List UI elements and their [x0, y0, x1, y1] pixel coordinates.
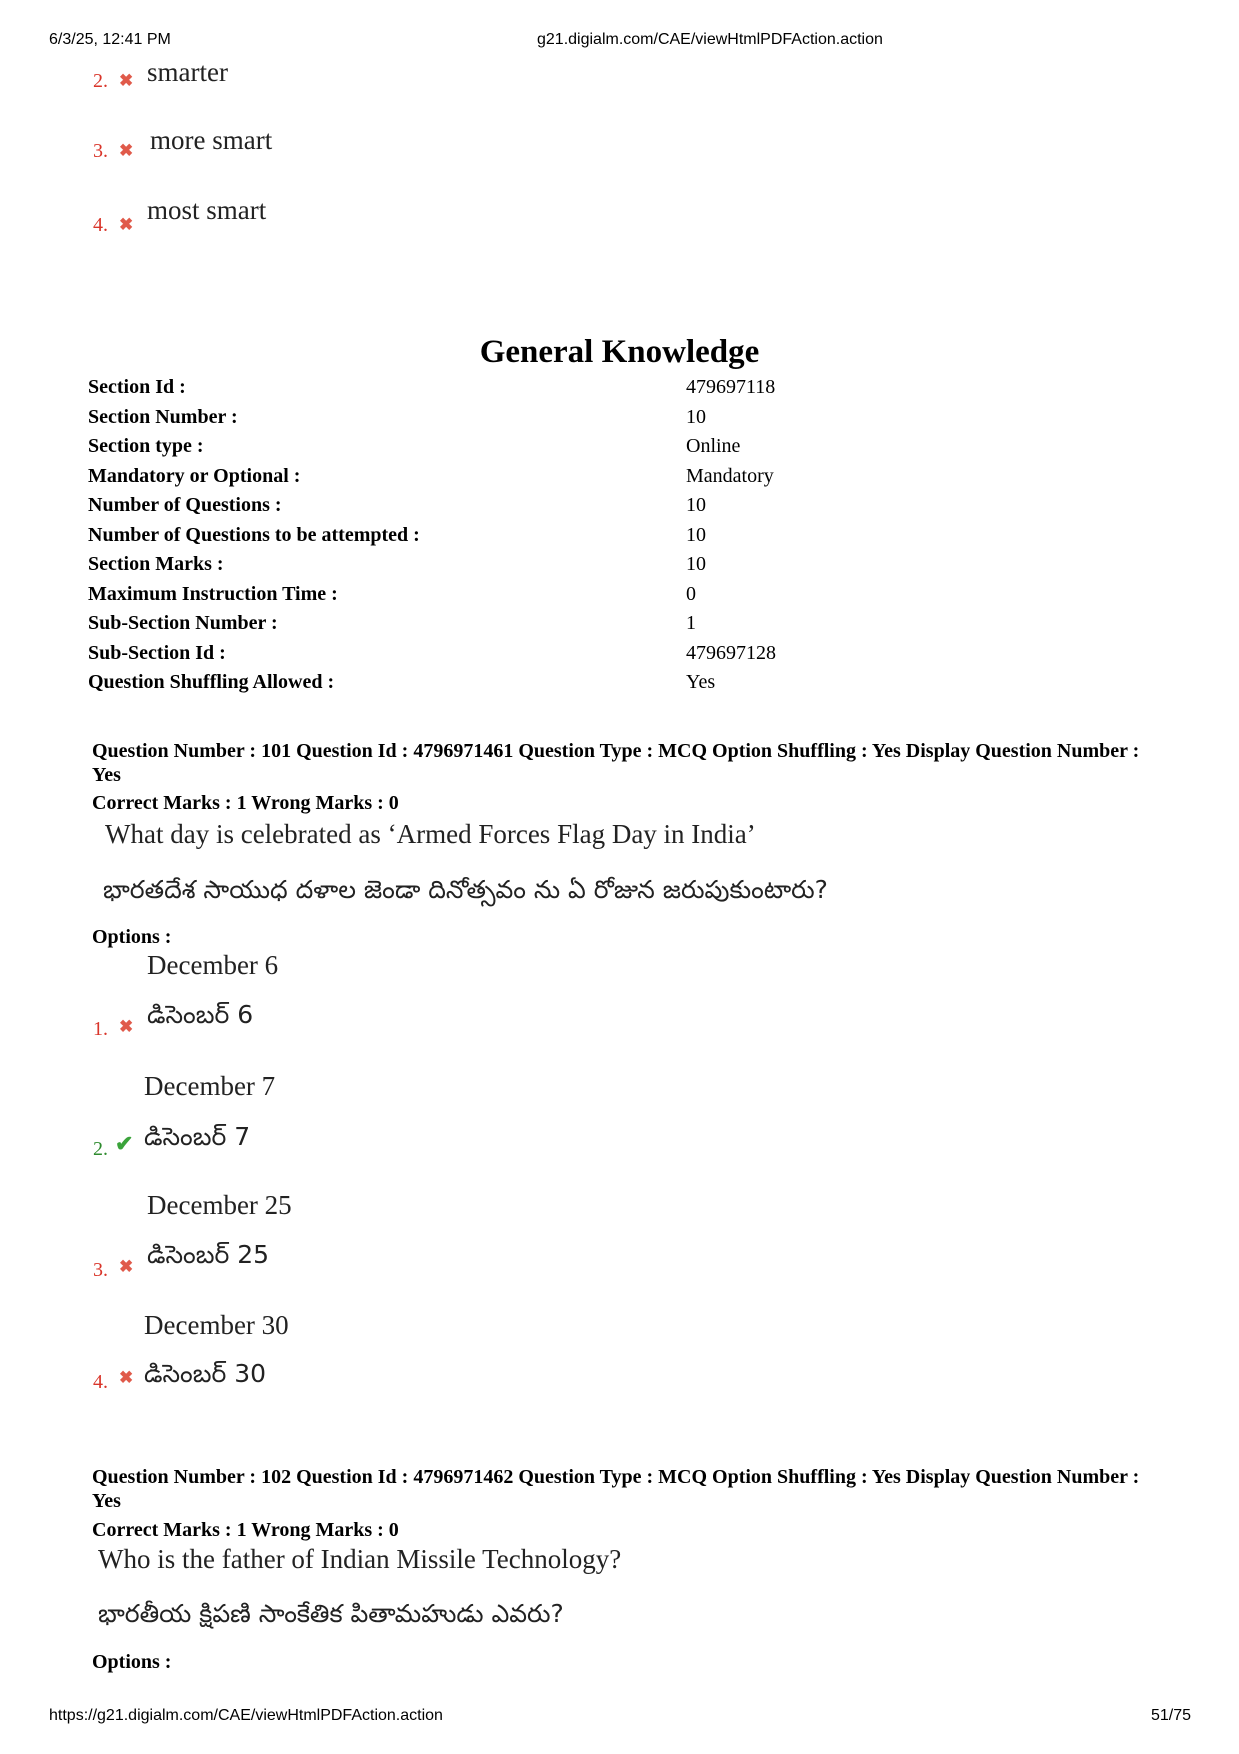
- wrong-icon: ✖: [119, 1368, 134, 1387]
- info-label: Section type :: [88, 435, 204, 457]
- wrong-icon: ✖: [119, 141, 134, 160]
- info-value: 479697118: [686, 376, 776, 398]
- info-label: Section Id :: [88, 376, 186, 398]
- info-value: 0: [686, 582, 696, 605]
- question-text-en: Who is the father of Indian Missile Technology?: [98, 1544, 622, 1574]
- option-text-en: December 6: [147, 950, 279, 980]
- info-row: [88, 583, 776, 613]
- option-text-te: డిసెంబర్ 25: [147, 1240, 270, 1269]
- info-row: [88, 671, 776, 701]
- options-label: Options :: [92, 1651, 172, 1673]
- info-value: Yes: [686, 671, 716, 693]
- info-row: [88, 494, 776, 524]
- wrong-icon: ✖: [119, 1257, 134, 1276]
- info-label: Number of Questions :: [88, 494, 282, 516]
- info-label: Mandatory or Optional :: [88, 464, 301, 487]
- info-row: [88, 406, 776, 436]
- option-text-en: December 7: [144, 1071, 276, 1101]
- info-row: [88, 553, 776, 583]
- info-value: Mandatory: [686, 464, 774, 487]
- info-label: Sub-Section Number :: [88, 612, 278, 634]
- info-label: Number of Questions to be attempted :: [88, 523, 420, 546]
- option-number: 1.: [93, 1018, 108, 1040]
- option-number: 2.: [93, 70, 108, 92]
- print-datetime: 6/3/25, 12:41 PM: [49, 31, 171, 48]
- print-url: g21.digialm.com/CAE/viewHtmlPDFAction.action: [537, 31, 883, 48]
- option-text-te: డిసెంబర్ 30: [144, 1359, 267, 1388]
- info-label: Maximum Instruction Time :: [88, 582, 338, 605]
- page-number: 51/75: [1151, 1707, 1192, 1724]
- question-text-te: భారతదేశ సాయుధ దళాల జెండా దినోత్సవం ను ఏ రోజున జరుపుకుంటారు?: [103, 875, 828, 904]
- prev-option-3: [93, 140, 108, 163]
- options-label: Options :: [92, 926, 172, 948]
- info-label: Section Marks :: [88, 553, 224, 575]
- info-value: 10: [686, 405, 706, 428]
- option-text-te: డిసెంబర్ 6: [147, 1000, 254, 1029]
- option-text: most smart: [147, 195, 267, 225]
- question-text-en: What day is celebrated as ‘Armed Forces Flag Day in India’: [105, 819, 756, 849]
- section-title: General Knowledge: [479, 334, 760, 370]
- option-number: 4.: [93, 214, 108, 236]
- question-marks: Correct Marks : 1 Wrong Marks : 0: [92, 1519, 399, 1541]
- option-number: 4.: [93, 1371, 108, 1393]
- info-value: 10: [686, 523, 706, 546]
- info-value: Online: [686, 435, 741, 457]
- info-row: [88, 524, 776, 554]
- info-row: [88, 376, 776, 406]
- prev-option-2: [93, 70, 108, 93]
- info-value: 479697128: [686, 641, 776, 664]
- info-value: 1: [686, 612, 696, 634]
- option-number: 3.: [93, 140, 108, 162]
- section-info-table: [88, 376, 776, 701]
- option-number: 3.: [93, 1259, 108, 1281]
- option-text: more smart: [150, 125, 273, 155]
- info-row: [88, 642, 776, 672]
- prev-option-4: [93, 214, 108, 237]
- check-icon: ✔: [115, 1131, 134, 1156]
- info-value: 10: [686, 494, 706, 516]
- info-label: Question Shuffling Allowed :: [88, 671, 335, 693]
- info-label: Sub-Section Id :: [88, 641, 226, 664]
- info-value: 10: [686, 553, 706, 575]
- info-row: [88, 612, 776, 642]
- option-text-en: December 30: [144, 1310, 289, 1340]
- option-text-te: డిసెంబర్ 7: [144, 1122, 251, 1151]
- question-meta: Question Number : 101 Question Id : 4796971461 Question Type : MCQ Option Shuffling : Yes Display Question Number : Yes: [92, 740, 1140, 786]
- option-text: smarter: [147, 57, 228, 87]
- info-label: Section Number :: [88, 405, 238, 428]
- option-number: 2.: [93, 1138, 108, 1160]
- info-row: [88, 465, 776, 495]
- footer-url: https://g21.digialm.com/CAE/viewHtmlPDFAction.action: [49, 1707, 443, 1724]
- wrong-icon: ✖: [119, 1017, 134, 1036]
- question-marks: Correct Marks : 1 Wrong Marks : 0: [92, 792, 399, 814]
- question-meta: Question Number : 102 Question Id : 4796971462 Question Type : MCQ Option Shuffling : Yes Display Question Number : Yes: [92, 1466, 1140, 1512]
- option-text-en: December 25: [147, 1190, 292, 1220]
- wrong-icon: ✖: [119, 71, 134, 90]
- info-row: [88, 435, 776, 465]
- question-text-te: భారతీయ క్షిపణి సాంకేతిక పితామహుడు ఎవరు?: [98, 1599, 564, 1628]
- wrong-icon: ✖: [119, 215, 134, 234]
